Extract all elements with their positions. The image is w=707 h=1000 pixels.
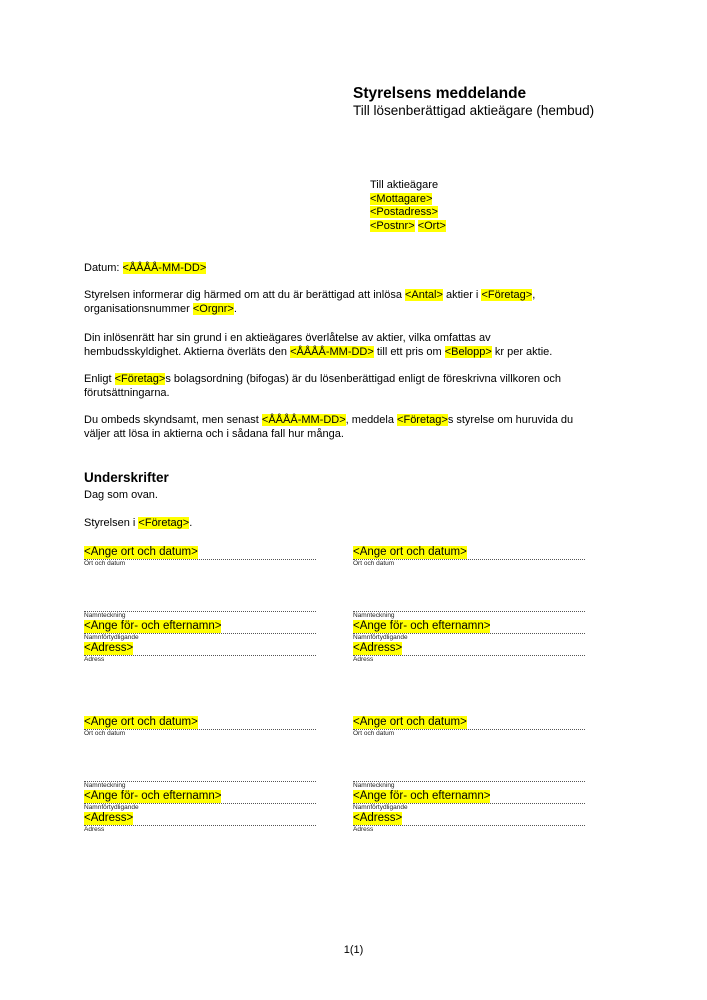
document-subtitle: Till lösenberättigad aktieägare (hembud) (353, 103, 595, 118)
signature-label: Namnteckning (353, 782, 395, 789)
place-date-line (353, 717, 585, 730)
same-day-text: Dag som ovan. (84, 489, 158, 501)
recipient-city-field[interactable]: <Ort> (417, 219, 446, 232)
text: kr per aktie. (491, 345, 553, 358)
address-field[interactable]: <Adress> (84, 812, 134, 824)
board-line (84, 517, 644, 531)
signature-line[interactable] (84, 611, 316, 612)
address-line (353, 642, 585, 656)
text: aktier i (442, 289, 482, 301)
text: förutsättningarna. (84, 386, 170, 399)
place-date-label: Ort och datum (84, 730, 126, 737)
text: till ett pris om (373, 345, 445, 358)
date-line (84, 262, 644, 276)
date-label: Datum: (84, 262, 123, 274)
signature-label: Namnteckning (84, 782, 126, 789)
text: Din inlösenrätt har sin grund i en aktieägares överlåtelse av aktier, vilka omfattas av (84, 332, 491, 344)
text: väljer att lösa in aktierna och i sådana fall hur många. (84, 427, 344, 440)
name-field[interactable]: <Ange för- och efternamn> (84, 620, 222, 632)
text: Du ombeds skyndsamt, men senast (84, 414, 262, 426)
text: . (233, 302, 237, 315)
name-field[interactable]: <Ange för- och efternamn> (353, 790, 491, 802)
company-field[interactable]: <Företag> (481, 289, 533, 301)
signature-line[interactable] (84, 781, 316, 782)
place-date-label: Ort och datum (353, 730, 395, 737)
place-date-line (353, 547, 585, 560)
recipient-address-block (370, 179, 446, 233)
company-field[interactable]: <Företag> (114, 373, 166, 385)
name-label: Namnförtydligande (84, 634, 139, 641)
org-number-field[interactable]: <Orgnr> (192, 302, 234, 315)
page-number: 1(1) (343, 944, 364, 956)
place-date-label: Ort och datum (353, 560, 395, 567)
paragraph-3 (84, 373, 644, 400)
signature-block (84, 547, 316, 664)
text: Enligt (84, 373, 115, 385)
paragraph-2 (84, 332, 644, 359)
address-line (84, 812, 316, 826)
recipient-postnr-field[interactable]: <Postnr> (370, 219, 415, 232)
name-line (84, 620, 316, 634)
recipient-address-field[interactable]: <Postadress> (370, 206, 438, 218)
address-label: Adress (353, 656, 374, 663)
place-date-field[interactable]: <Ange ort och datum> (84, 716, 198, 728)
place-date-label: Ort och datum (84, 560, 126, 567)
text: s bolagsordning (bifogas) är du lösenberättigad enligt de föreskrivna villkoren och (165, 373, 561, 385)
address-field[interactable]: <Adress> (353, 642, 403, 654)
place-date-field[interactable]: <Ange ort och datum> (353, 546, 467, 558)
signature-line[interactable] (353, 781, 585, 782)
address-line (84, 642, 316, 656)
text: Styrelsen informerar dig härmed om att du är berättigad att inlösa (84, 289, 405, 301)
signature-block (353, 547, 585, 664)
name-label: Namnförtydligande (84, 804, 139, 811)
name-line (353, 790, 585, 804)
recipient-label: Till aktieägare (370, 179, 439, 191)
signatures-heading: Underskrifter (84, 470, 169, 485)
text: , (532, 289, 536, 301)
text: organisationsnummer (84, 302, 193, 315)
address-label: Adress (84, 656, 105, 663)
paragraph-4 (84, 414, 644, 441)
address-line (353, 812, 585, 826)
place-date-line (84, 547, 316, 560)
place-date-field[interactable]: <Ange ort och datum> (353, 716, 467, 728)
transfer-date-field[interactable]: <ÅÅÅÅ-MM-DD> (290, 345, 374, 358)
name-line (353, 620, 585, 634)
address-label: Adress (353, 826, 374, 833)
text: Styrelsen i (84, 517, 139, 529)
address-label: Adress (84, 826, 105, 833)
name-label: Namnförtydligande (353, 804, 408, 811)
recipient-name-field[interactable]: <Mottagare> (370, 192, 433, 205)
name-field[interactable]: <Ange för- och efternamn> (353, 620, 491, 632)
place-date-line (84, 717, 316, 730)
signature-block (84, 717, 316, 834)
signature-block (353, 717, 585, 834)
company-field[interactable]: <Företag> (397, 414, 448, 426)
name-label: Namnförtydligande (353, 634, 408, 641)
document-title: Styrelsens meddelande (353, 85, 527, 102)
signature-label: Namnteckning (353, 612, 395, 619)
name-line (84, 790, 316, 804)
amount-shares-field[interactable]: <Antal> (405, 289, 443, 301)
company-field[interactable]: <Företag> (138, 517, 190, 529)
text: , meddela (345, 414, 398, 426)
address-field[interactable]: <Adress> (84, 642, 134, 654)
text: hembudsskyldighet. Aktierna överläts den (84, 345, 291, 358)
signature-label: Namnteckning (84, 612, 126, 619)
price-field[interactable]: <Belopp> (444, 345, 492, 358)
paragraph-1 (84, 289, 644, 316)
place-date-field[interactable]: <Ange ort och datum> (84, 546, 198, 558)
date-field[interactable]: <ÅÅÅÅ-MM-DD> (122, 262, 207, 274)
text: s styrelse om huruvida du (447, 414, 574, 426)
address-field[interactable]: <Adress> (353, 812, 403, 824)
name-field[interactable]: <Ange för- och efternamn> (84, 790, 222, 802)
text: . (189, 517, 193, 529)
deadline-date-field[interactable]: <ÅÅÅÅ-MM-DD> (261, 414, 346, 426)
signature-line[interactable] (353, 611, 585, 612)
